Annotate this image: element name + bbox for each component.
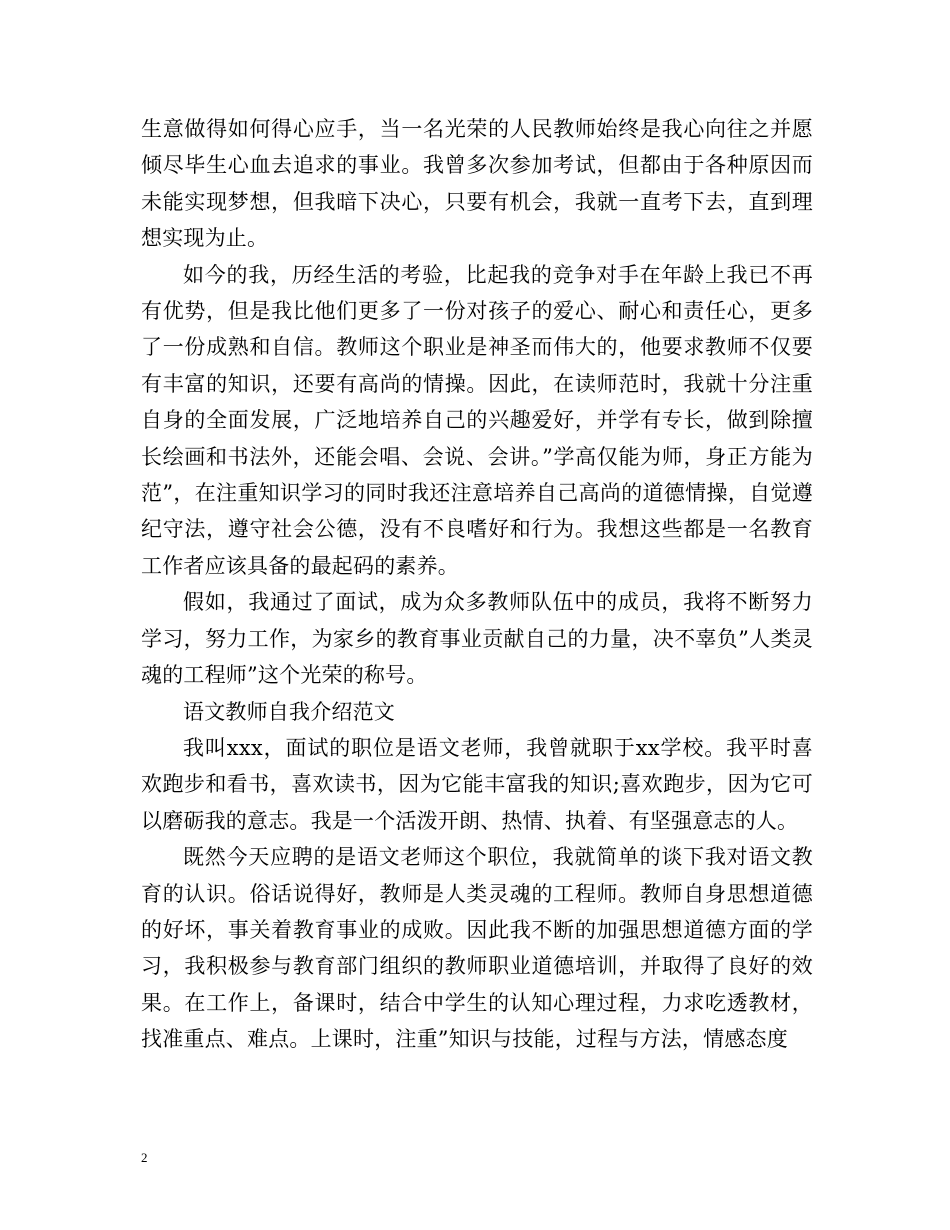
- paragraph-3: 假如，我通过了面试，成为众多教师队伍中的成员，我将不断努力学习，努力工作，为家乡的教育事业贡献自己的力量，决不辜负”人类灵魂的工程师”这个光荣的称号。: [141, 590, 813, 688]
- document-body: [141, 111, 813, 1058]
- paragraph-1: 生意做得如何得心应手，当一名光荣的人民教师始终是我心向往之并愿倾尽毕生心血去追求的事业。我曾多次参加考试，但都由于各种原因而未能实现梦想，但我暗下决心，只要有机会，我就一直考下去，直到理想实现为止。: [141, 117, 813, 251]
- paragraph-4: 我叫xxx，面试的职位是语文老师，我曾就职于xx学校。我平时喜欢跑步和看书，喜欢读书，因为它能丰富我的知识;喜欢跑步，因为它可以磨砺我的意志。我是一个活泼开朗、热情、执着、有坚强意志的人。: [141, 735, 813, 833]
- section-heading: 语文教师自我介绍范文: [183, 699, 395, 724]
- page-number: 2: [141, 1150, 148, 1165]
- paragraph-5: 既然今天应聘的是语文老师这个职位，我就简单的谈下我对语文教育的认识。俗话说得好，教师是人类灵魂的工程师。教师自身思想道德的好坏，事关着教育事业的成败。因此我不断的加强思想道德方面的学习，我积极参与教育部门组织的教师职业道德培训，并取得了良好的效果。在工作上，备课时，结合中学生的认知心理过程，力求吃透教材，找准重点、难点。上课时，注重”知识与技能，过程与方法，情感态度: [141, 845, 813, 1052]
- paragraph-2: 如今的我，历经生活的考验，比起我的竞争对手在年龄上我已不再有优势，但是我比他们更多了一份对孩子的爱心、耐心和责任心，更多了一份成熟和自信。教师这个职业是神圣而伟大的，他要求教师不仅要有丰富的知识，还要有高尚的情操。因此，在读师范时，我就十分注重自身的全面发展，广泛地培养自己的兴趣爱好，并学有专长，做到除擅长绘画和书法外，还能会唱、会说、会讲。”学高仅能为师，身正方能为范”，在注重知识学习的同时我还注意培养自己高尚的道德情操，自觉遵纪守法，遵守社会公德，没有不良嗜好和行为。我想这些都是一名教育工作者应该具备的最起码的素养。: [141, 262, 813, 578]
